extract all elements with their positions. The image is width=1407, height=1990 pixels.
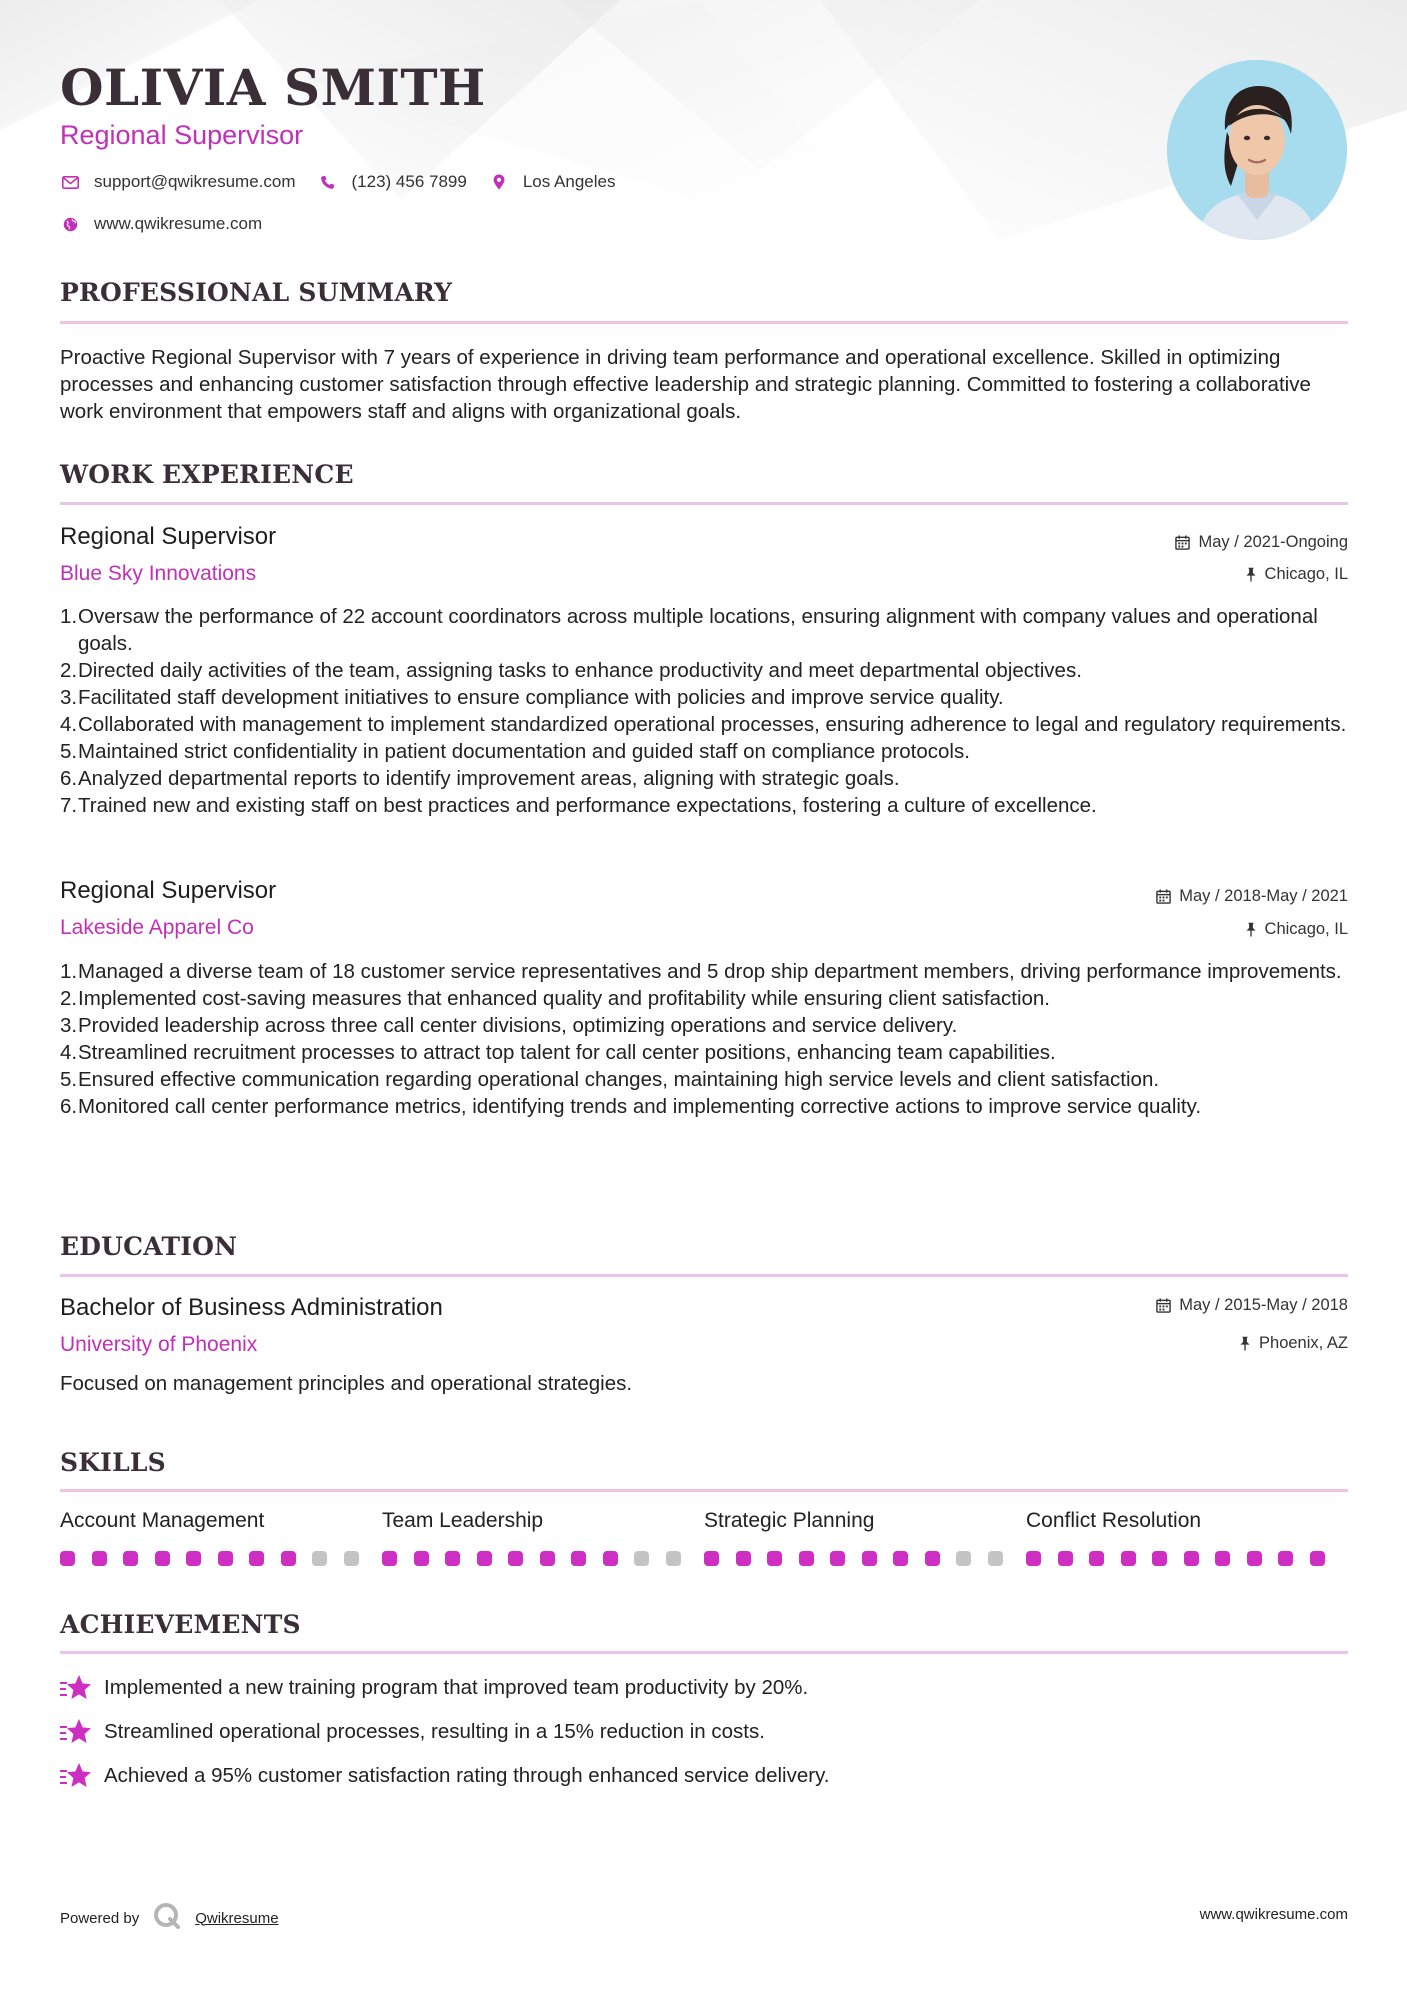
job-location — [1245, 565, 1348, 584]
calendar-icon — [1156, 889, 1171, 904]
job-dates — [1156, 887, 1348, 906]
skill-name: Conflict Resolution — [1026, 1509, 1202, 1532]
skill-dot-empty — [988, 1551, 1003, 1566]
list-item: 6. Monitored call center performance metrics, identifying trends and implementing corrective actions to improve service quality. — [60, 1093, 1348, 1120]
location-text: Los Angeles — [522, 172, 616, 191]
duty-text: Implemented cost-saving measures that enhanced quality and profitability while ensuring client satisfaction. — [78, 987, 1050, 1010]
list-item: 4. Streamlined recruitment processes to attract top talent for call center positions, enhancing team capabilities. — [60, 1039, 1348, 1066]
achievement-text: Achieved a 95% customer satisfaction rating through enhanced service delivery. — [104, 1764, 830, 1787]
skill-dot-empty — [344, 1551, 359, 1566]
job-title: Regional Supervisor — [60, 523, 277, 550]
skill-rating — [60, 1551, 382, 1566]
skill-name: Account Management — [60, 1509, 265, 1532]
skill-dot-empty — [634, 1551, 649, 1566]
skill-dot-filled — [767, 1551, 782, 1566]
job-dates-text: May / 2021-Ongoing — [1198, 533, 1348, 551]
duty-text: Collaborated with management to implement standardized operational processes, ensuring adherence to legal and regulatory requirements. — [78, 713, 1347, 736]
email-text: support@qwikresume.com — [94, 172, 296, 191]
skill-dot-filled — [414, 1551, 429, 1566]
experience-divider — [60, 502, 1348, 505]
skill-dot-filled — [1278, 1551, 1293, 1566]
skill-rating — [704, 1551, 1026, 1566]
skill-dot-filled — [508, 1551, 523, 1566]
skill-dot-filled — [1089, 1551, 1104, 1566]
skill-rating — [382, 1551, 704, 1566]
contact-row-website — [60, 214, 284, 234]
skill-dot-filled — [603, 1551, 618, 1566]
list-item: 7. Trained new and existing staff on best practices and performance expectations, fostering a culture of excellence. — [60, 792, 1348, 819]
skills-section-title: SKILLS — [60, 1448, 166, 1477]
skill-dot-filled — [60, 1551, 75, 1566]
achievements-section-title: ACHIEVEMENTS — [60, 1610, 301, 1639]
qwikresume-link[interactable]: Qwikresume — [195, 1909, 279, 1927]
duty-text: Directed daily activities of the team, assigning tasks to enhance productivity and meet departmental objectives. — [78, 659, 1082, 682]
candidate-name: OLIVIA SMITH — [60, 58, 486, 117]
list-item: 6. Analyzed departmental reports to identify improvement areas, aligning with strategic goals. — [60, 765, 1348, 792]
duty-text: Managed a diverse team of 18 customer service representatives and 5 drop ship department members, driving performance improvements. — [78, 960, 1342, 983]
achievement-text: Implemented a new training program that improved team productivity by 20%. — [104, 1676, 809, 1699]
footer-powered-by — [60, 1902, 279, 1934]
summary-text: Proactive Regional Supervisor with 7 years of experience in driving team performance and operational excellence. Skilled in optimizing processes and enhancing customer satisfaction through effective leadership and strategic planning. Committed to fostering a collaborative work environment that empowers staff and aligns with organizational goals. — [60, 346, 1311, 423]
skill-dot-filled — [477, 1551, 492, 1566]
skill-name: Strategic Planning — [704, 1509, 875, 1532]
education-degree: Bachelor of Business Administration — [60, 1294, 443, 1321]
job-dates — [1175, 533, 1348, 552]
skill-item — [704, 1509, 1026, 1566]
skill-name: Team Leadership — [382, 1509, 544, 1532]
skill-dot-filled — [281, 1551, 296, 1566]
skill-item — [60, 1509, 382, 1566]
achievement-item — [60, 1674, 808, 1702]
job-duties-list — [60, 958, 1348, 1120]
powered-by-label: Powered by — [60, 1909, 140, 1927]
skill-dot-filled — [123, 1551, 138, 1566]
skill-dot-filled — [1184, 1551, 1199, 1566]
job-location-text: Chicago, IL — [1264, 565, 1348, 583]
skill-dot-filled — [736, 1551, 751, 1566]
skill-dot-filled — [1121, 1551, 1136, 1566]
skill-dot-filled — [925, 1551, 940, 1566]
job-title: Regional Supervisor — [60, 877, 277, 904]
achievement-text: Streamlined operational processes, resulting in a 15% reduction in costs. — [104, 1720, 765, 1743]
education-location — [1239, 1334, 1348, 1353]
job-company: Lakeside Apparel Co — [60, 916, 254, 939]
list-item: 3. Provided leadership across three call center divisions, optimizing operations and service delivery. — [60, 1012, 1348, 1039]
skill-dot-filled — [1215, 1551, 1230, 1566]
duty-text: Monitored call center performance metrics, identifying trends and implementing corrective actions to improve service quality. — [78, 1095, 1202, 1118]
star-icon — [60, 1674, 92, 1702]
contact-phone[interactable] — [318, 172, 467, 192]
education-dates-text: May / 2015-May / 2018 — [1179, 1296, 1348, 1314]
skill-item — [1026, 1509, 1348, 1566]
phone-text: (123) 456 7899 — [351, 172, 467, 191]
pushpin-icon — [1245, 922, 1257, 937]
skill-dot-filled — [1026, 1551, 1041, 1566]
pushpin-icon — [1239, 1336, 1251, 1351]
skill-dot-filled — [155, 1551, 170, 1566]
skill-dot-filled — [830, 1551, 845, 1566]
duty-text: Facilitated staff development initiatives to ensure compliance with policies and improve service quality. — [78, 686, 1004, 709]
phone-icon — [318, 172, 338, 192]
contact-website[interactable] — [60, 214, 262, 234]
list-item: 5. Ensured effective communication regarding operational changes, maintaining high service levels and client satisfaction. — [60, 1066, 1348, 1093]
star-icon — [60, 1718, 92, 1746]
education-dates — [1156, 1296, 1348, 1315]
education-divider — [60, 1274, 1348, 1277]
skill-dot-filled — [1310, 1551, 1325, 1566]
skill-dot-filled — [1058, 1551, 1073, 1566]
list-item: 1. Managed a diverse team of 18 customer service representatives and 5 drop ship department members, driving performance improvements. — [60, 958, 1348, 985]
calendar-icon — [1156, 1298, 1171, 1313]
list-item: 3. Facilitated staff development initiatives to ensure compliance with policies and improve service quality. — [60, 684, 1348, 711]
skill-dot-empty — [956, 1551, 971, 1566]
contact-location — [489, 172, 616, 192]
skill-dot-filled — [445, 1551, 460, 1566]
summary-divider — [60, 321, 1348, 324]
achievement-item — [60, 1762, 830, 1790]
skill-dot-filled — [704, 1551, 719, 1566]
duty-text: Provided leadership across three call center divisions, optimizing operations and service delivery. — [78, 1014, 958, 1037]
list-item: 1. Oversaw the performance of 22 account coordinators across multiple locations, ensuring alignment with company values and operational goals. — [60, 603, 1348, 657]
duty-text: Ensured effective communication regarding operational changes, maintaining high service levels and client satisfaction. — [78, 1068, 1160, 1091]
list-item: 4. Collaborated with management to implement standardized operational processes, ensuring adherence to legal and regulatory requirements. — [60, 713, 1347, 736]
website-text: www.qwikresume.com — [94, 214, 263, 233]
skill-dot-filled — [92, 1551, 107, 1566]
skills-divider — [60, 1489, 1348, 1492]
skill-dot-filled — [799, 1551, 814, 1566]
skill-dot-empty — [666, 1551, 681, 1566]
skill-dot-filled — [893, 1551, 908, 1566]
job-company: Blue Sky Innovations — [60, 562, 257, 585]
envelope-icon — [60, 172, 80, 192]
education-description: Focused on management principles and operational strategies. — [60, 1372, 633, 1395]
duty-text: Trained new and existing staff on best practices and performance expectations, fostering a culture of excellence. — [78, 794, 1097, 817]
duty-text: Streamlined recruitment processes to attract top talent for call center positions, enhancing team capabilities. — [78, 1041, 1056, 1064]
achievements-divider — [60, 1651, 1348, 1654]
list-item: 2. Implemented cost-saving measures that enhanced quality and profitability while ensuring client satisfaction. — [60, 985, 1348, 1012]
education-section-title: EDUCATION — [60, 1232, 238, 1261]
candidate-role: Regional Supervisor — [60, 120, 304, 150]
star-icon — [60, 1762, 92, 1790]
skill-dot-filled — [382, 1551, 397, 1566]
duty-text: Maintained strict confidentiality in patient documentation and guided staff on compliance protocols. — [78, 740, 970, 763]
list-item: 2. Directed daily activities of the team, assigning tasks to enhance productivity and meet departmental objectives. — [60, 657, 1348, 684]
skill-rating — [1026, 1551, 1348, 1566]
education-school: University of Phoenix — [60, 1333, 258, 1356]
achievement-item — [60, 1718, 765, 1746]
contact-email[interactable] — [60, 172, 296, 192]
skill-dot-filled — [186, 1551, 201, 1566]
skill-dot-filled — [249, 1551, 264, 1566]
skill-dot-filled — [862, 1551, 877, 1566]
pushpin-icon — [1245, 567, 1257, 582]
skill-dot-filled — [1152, 1551, 1167, 1566]
skills-grid — [60, 1509, 1348, 1566]
education-location-text: Phoenix, AZ — [1259, 1334, 1348, 1352]
job-dates-text: May / 2018-May / 2021 — [1179, 887, 1348, 905]
skill-dot-filled — [571, 1551, 586, 1566]
duty-text: Analyzed departmental reports to identify improvement areas, aligning with strategic goals. — [78, 767, 900, 790]
experience-section-title: WORK EXPERIENCE — [60, 460, 354, 489]
skill-dot-filled — [218, 1551, 233, 1566]
profile-photo — [1167, 60, 1347, 240]
footer-website-link[interactable]: www.qwikresume.com — [1199, 1906, 1348, 1923]
summary-section-title: PROFESSIONAL SUMMARY — [60, 278, 453, 307]
map-pin-icon — [489, 172, 509, 192]
job-location-text: Chicago, IL — [1264, 920, 1348, 938]
duty-text: Oversaw the performance of 22 account coordinators across multiple locations, ensuring alignment with company values and operational goals. — [78, 605, 1318, 655]
skill-item — [382, 1509, 704, 1566]
job-duties-list — [60, 603, 1348, 819]
skill-dot-filled — [1247, 1551, 1262, 1566]
calendar-icon — [1175, 535, 1190, 550]
skill-dot-empty — [312, 1551, 327, 1566]
skill-dot-filled — [540, 1551, 555, 1566]
contact-row — [60, 172, 637, 192]
list-item: 5. Maintained strict confidentiality in patient documentation and guided staff on compliance protocols. — [60, 738, 1348, 765]
job-location — [1245, 920, 1348, 939]
qwikresume-logo-icon — [153, 1902, 181, 1934]
globe-icon — [60, 214, 80, 234]
